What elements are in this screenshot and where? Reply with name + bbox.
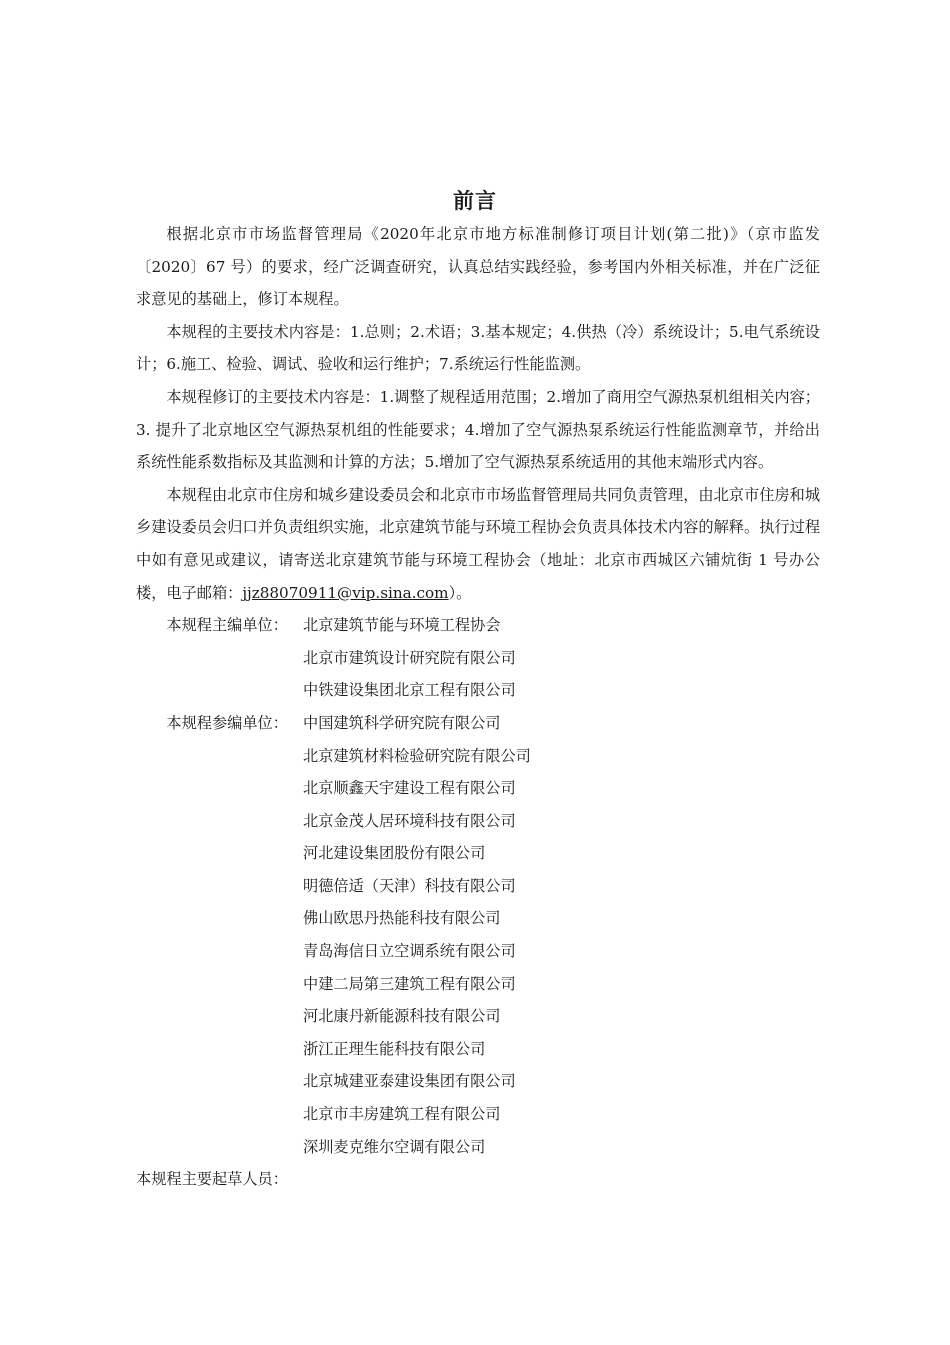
management-text-end: ）。: [448, 583, 472, 602]
chief-unit-item: 北京市建筑设计研究院有限公司: [303, 648, 516, 667]
chief-unit-item: 中铁建设集团北京工程有限公司: [303, 681, 516, 700]
chief-units-list: [303, 609, 516, 707]
participating-unit-item: 北京市丰房建筑工程有限公司: [303, 1105, 501, 1124]
drafters-label: 本规程主要起草人员：: [136, 1170, 288, 1189]
participating-unit-item: 明德倍适（天津）科技有限公司: [303, 876, 516, 895]
management-text: 本规程由北京市住房和城乡建设委员会和北京市市场监督管理局共同负责管理，由北京市住房和城乡建设委员会归口并负责组织实施，北京建筑节能与环境工程协会负责具体技术内容的解释。执行过程中如有意见或建议，请寄送北京建筑节能与环境工程协会（地址：北京市西城区六铺炕街 1 号办公楼，电子邮箱：: [136, 485, 820, 602]
paragraph-basis: 根据北京市市场监督管理局《2020年北京市地方标准制修订项目计划(第二批)》（京市监发〔2020〕67 号）的要求，经广泛调查研究，认真总结实践经验，参考国内外相关标准，并在广泛征求意见的基础上，修订本规程。: [136, 225, 820, 309]
participating-unit-item: 中国建筑科学研究院有限公司: [303, 713, 501, 732]
participating-unit-item: 北京金茂人居环境科技有限公司: [303, 811, 516, 830]
participating-unit-item: 浙江正理生能科技有限公司: [303, 1039, 486, 1058]
document-body: [136, 218, 820, 1196]
participating-unit-item: 北京建筑材料检验研究院有限公司: [303, 746, 531, 765]
participating-units-label: 本规程参编单位：: [166, 713, 288, 732]
paragraph-revision-content: 本规程修订的主要技术内容是：1.调整了规程适用范围；2.增加了商用空气源热泵机组相关内容；3. 提升了北京地区空气源热泵机组的性能要求；4.增加了空气源热泵系统运行性能监测章节，并给出系统性能系数指标及其监测和计算的方法；5.增加了空气源热泵系统适用的其他末端形式内容。: [136, 387, 820, 472]
participating-unit-item: 青岛海信日立空调系统有限公司: [303, 942, 516, 961]
participating-unit-item: 深圳麦克维尔空调有限公司: [303, 1137, 486, 1156]
chief-unit-item: 北京建筑节能与环境工程协会: [303, 616, 501, 635]
chief-units-label: 本规程主编单位：: [166, 616, 288, 635]
paragraph-main-content: 本规程的主要技术内容是：1.总则；2.术语；3.基本规定；4.供热（冷）系统设计；5.电气系统设计；6.施工、检验、调试、验收和运行维护；7.系统运行性能监测。: [136, 322, 820, 374]
participating-unit-item: 佛山欧思丹热能科技有限公司: [303, 909, 501, 928]
participating-unit-item: 北京城建亚泰建设集团有限公司: [303, 1072, 516, 1091]
contact-email-link[interactable]: jjz88070911@vip.sina.com: [242, 583, 449, 602]
participating-unit-item: 河北建设集团股份有限公司: [303, 844, 486, 863]
participating-unit-item: 中建二局第三建筑工程有限公司: [303, 974, 516, 993]
participating-unit-item: 河北康丹新能源科技有限公司: [303, 1007, 501, 1026]
page-title: 前言: [453, 189, 497, 214]
chief-units-section: [136, 609, 820, 707]
paragraph-management: [136, 479, 820, 609]
participating-units-section: [136, 707, 820, 1163]
participating-units-list: [303, 707, 531, 1163]
participating-unit-item: 北京顺鑫天宇建设工程有限公司: [303, 779, 516, 798]
